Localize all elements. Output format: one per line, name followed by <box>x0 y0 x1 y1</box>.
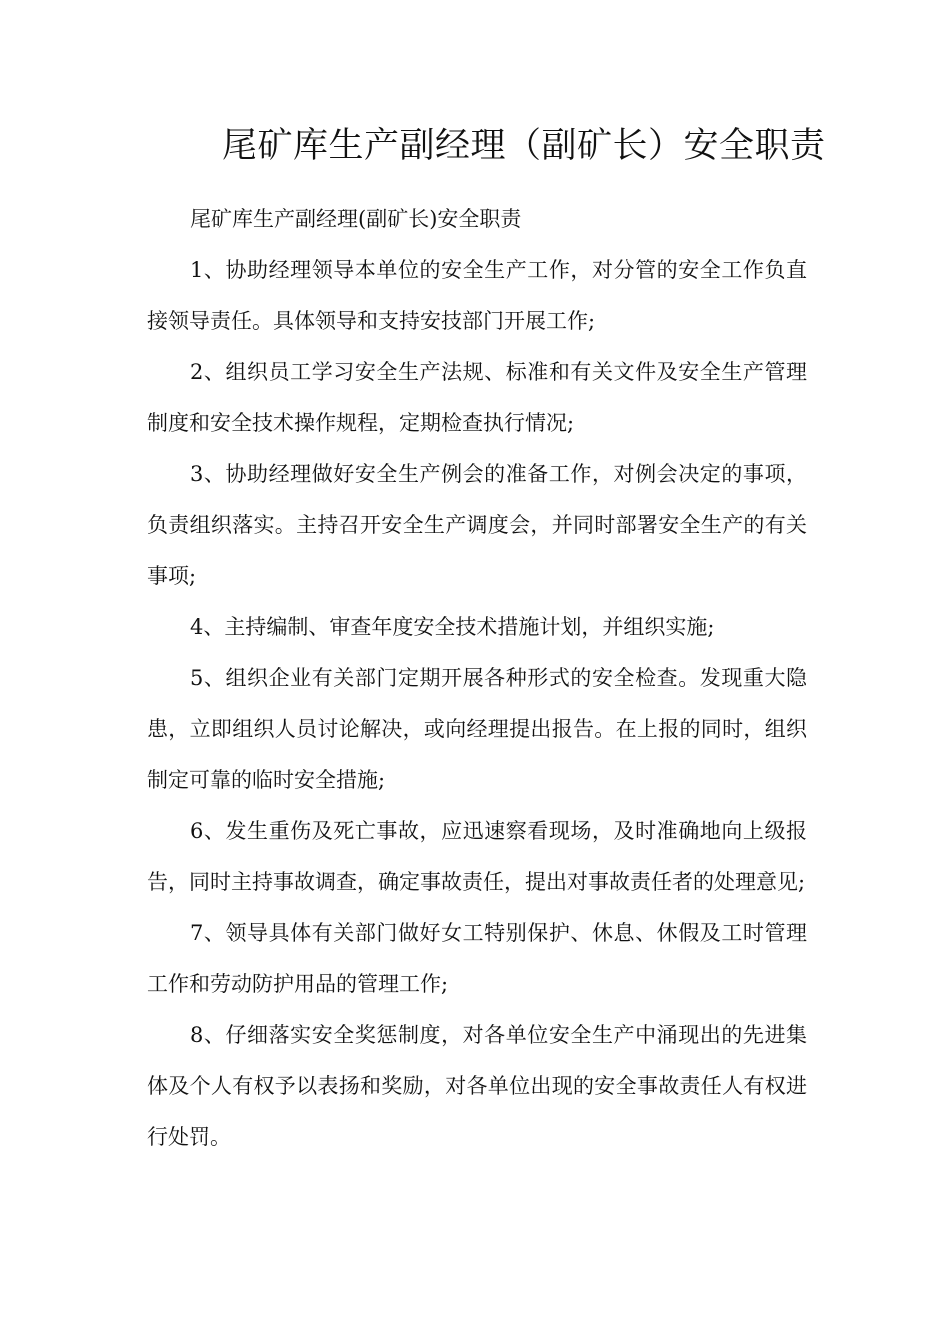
duty-item-3: 3、协助经理做好安全生产例会的准备工作，对例会决定的事项，负责组织落实。主持召开安全生产调度会，并同时部署安全生产的有关事项; <box>147 462 807 588</box>
document-title: 尾矿库生产副经理（副矿长）安全职责 <box>222 126 826 166</box>
duty-item-6: 6、发生重伤及死亡事故，应迅速察看现场，及时准确地向上级报告，同时主持事故调查，确定事故责任，提出对事故责任者的处理意见; <box>147 819 807 894</box>
duty-item-4: 4、主持编制、审查年度安全技术措施计划，并组织实施; <box>190 615 715 639</box>
duty-item-5: 5、组织企业有关部门定期开展各种形式的安全检查。发现重大隐患，立即组织人员讨论解决，或向经理提出报告。在上报的同时，组织制定可靠的临时安全措施; <box>147 666 807 792</box>
document-body <box>147 194 807 1163</box>
subtitle-paragraph: 尾矿库生产副经理(副矿长)安全职责 <box>190 207 522 231</box>
duty-item-1: 1、协助经理领导本单位的安全生产工作，对分管的安全工作负直接领导责任。具体领导和支持安技部门开展工作; <box>147 258 807 333</box>
duty-item-7: 7、领导具体有关部门做好女工特别保护、休息、休假及工时管理工作和劳动防护用品的管理工作; <box>147 921 807 996</box>
duty-item-2: 2、组织员工学习安全生产法规、标准和有关文件及安全生产管理制度和安全技术操作规程，定期检查执行情况; <box>147 360 807 435</box>
duty-item-8: 8、仔细落实安全奖惩制度，对各单位安全生产中涌现出的先进集体及个人有权予以表扬和奖励，对各单位出现的安全事故责任人有权进行处罚。 <box>147 1023 807 1149</box>
